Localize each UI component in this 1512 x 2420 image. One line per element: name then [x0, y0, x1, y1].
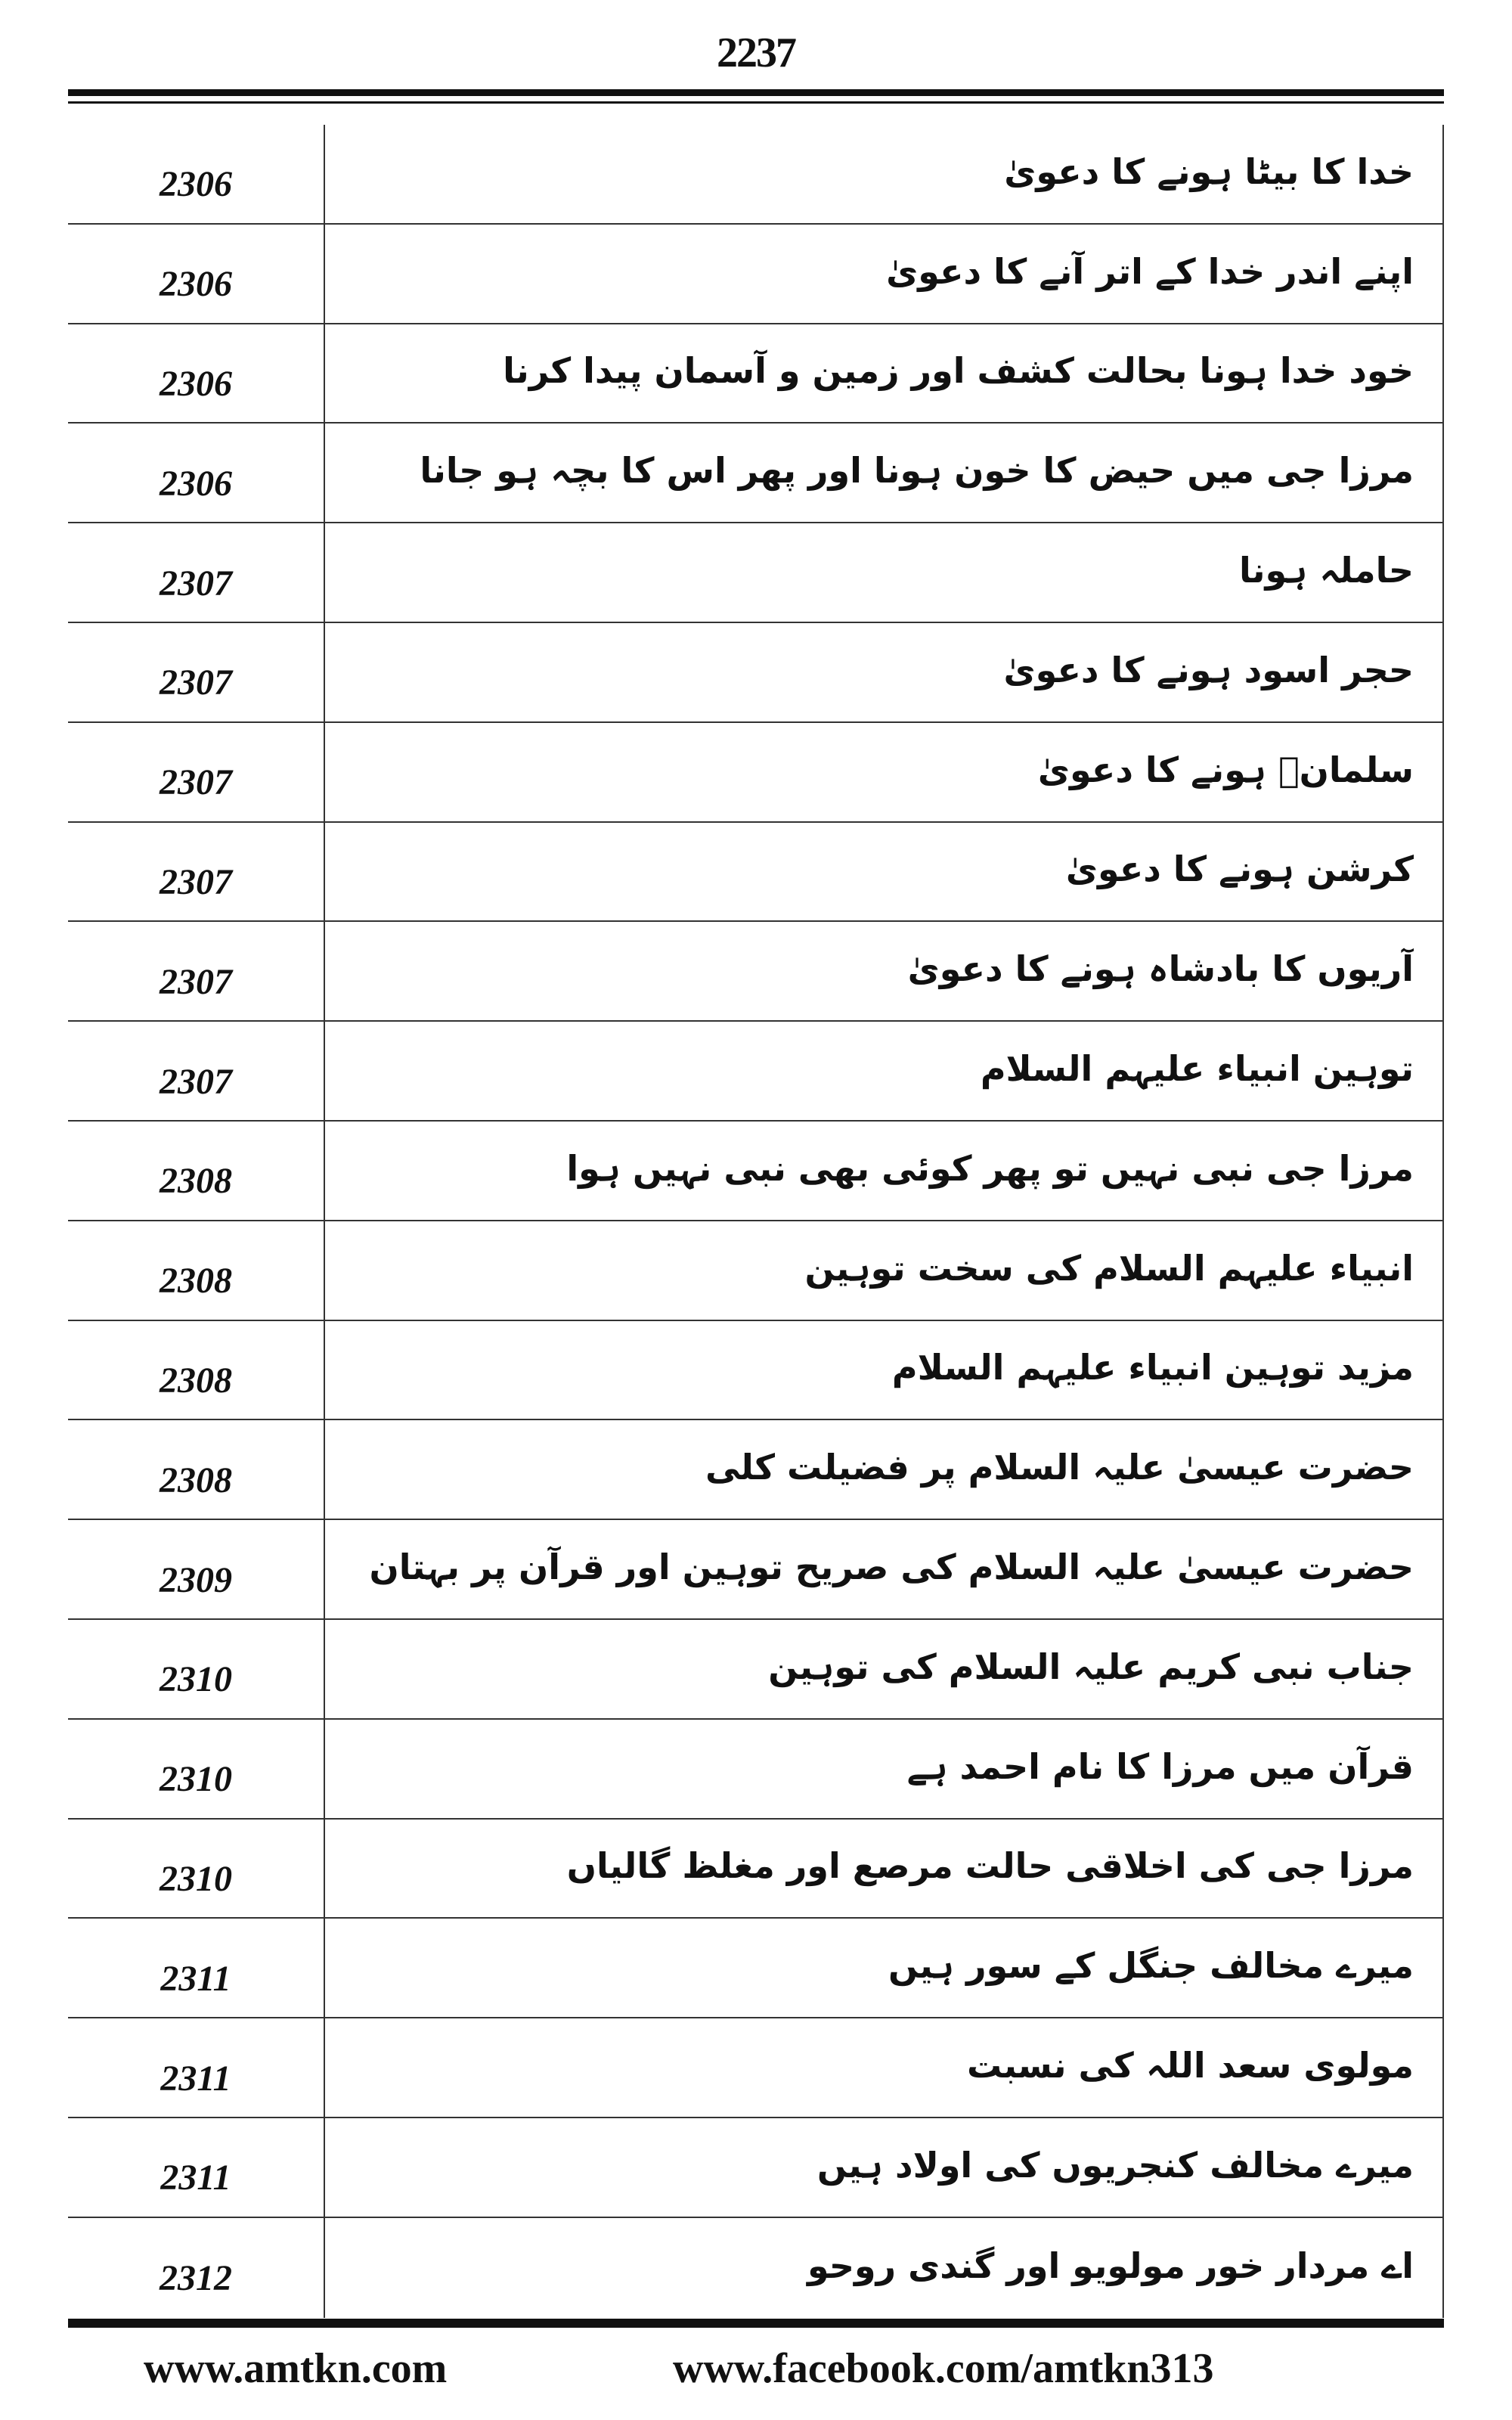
topic-title: مولوی سعد اللہ کی نسبت: [966, 2045, 1414, 2086]
page-reference: 2310: [160, 1858, 232, 1899]
topic-title: مزید توہین انبیاء علیہم السلام: [891, 1347, 1414, 1388]
topic-title: آریوں کا بادشاہ ہونے کا دعویٰ: [907, 948, 1414, 990]
page-reference: 2307: [160, 762, 232, 803]
table-row: [68, 1022, 1444, 1122]
page-reference: 2311: [160, 2058, 231, 2099]
table-row: [68, 1122, 1444, 1221]
table-row: [68, 1820, 1444, 1919]
table-row: [68, 324, 1444, 424]
topic-title: جناب نبی کریم علیہ السلام کی توہین: [768, 1646, 1414, 1687]
topic-title: انبیاء علیہم السلام کی سخت توہین: [804, 1247, 1414, 1289]
topic-title: قرآن میں مرزا کا نام احمد ہے: [906, 1745, 1414, 1787]
page-reference: 2306: [160, 264, 232, 305]
footer: [68, 2344, 1444, 2397]
table-row: [68, 1420, 1444, 1520]
page-reference: 2308: [160, 1460, 232, 1500]
page-reference: 2307: [160, 1061, 232, 1102]
topic-title: توہین انبیاء علیہم السلام: [980, 1048, 1414, 1090]
topic-title: مرزا جی میں حیض کا خون ہونا اور پھر اس کا بچہ ہو جانا: [420, 450, 1414, 492]
topic-title: اپنے اندر خدا کے اتر آنے کا دعویٰ: [886, 250, 1414, 292]
table-row: [68, 922, 1444, 1022]
page-reference: 2307: [160, 961, 232, 1002]
topic-title: سلمانؓ ہونے کا دعویٰ: [1037, 749, 1414, 790]
table-row: [68, 723, 1444, 823]
page-reference: 2310: [160, 1759, 232, 1800]
topic-title: مرزا جی نبی نہیں تو پھر کوئی بھی نبی نہیں ہوا: [566, 1147, 1414, 1189]
topic-title: حضرت عیسیٰ علیہ السلام کی صریح توہین اور قرآن پر بہتان: [369, 1547, 1414, 1588]
page-reference: 2306: [160, 463, 232, 504]
page-number: 2237: [717, 29, 795, 76]
page-reference: 2306: [160, 164, 232, 205]
topic-title: خدا کا بیٹا ہونے کا دعویٰ: [1004, 150, 1414, 192]
page-reference: 2306: [160, 363, 232, 404]
table-row: [68, 424, 1444, 523]
topic-title: اے مردار خور مولویو اور گندی روحو: [807, 2245, 1414, 2286]
topic-title: حاملہ ہونا: [1239, 550, 1414, 591]
header-rule-thick: [68, 89, 1444, 96]
table-row: [68, 1221, 1444, 1321]
table-row: [68, 2018, 1444, 2118]
page-reference: 2310: [160, 1659, 232, 1700]
table-row: [68, 225, 1444, 324]
table-row: [68, 1321, 1444, 1421]
page-reference: 2311: [160, 1958, 231, 1999]
website-link[interactable]: www.amtkn.com: [144, 2345, 448, 2392]
table-row: [68, 125, 1444, 225]
topic-title: میرے مخالف کنجریوں کی اولاد ہیں: [816, 2144, 1414, 2186]
page-reference: 2307: [160, 861, 232, 902]
table-row: [68, 2118, 1444, 2218]
page-reference: 2307: [160, 563, 232, 603]
index-table: [68, 125, 1444, 2318]
page-reference: 2309: [160, 1559, 232, 1600]
table-row: [68, 523, 1444, 623]
topic-title: کرشن ہونے کا دعویٰ: [1065, 849, 1414, 890]
facebook-link[interactable]: www.facebook.com/amtkn313: [673, 2345, 1214, 2392]
table-row: [68, 623, 1444, 723]
footer-rule-thick: [68, 2319, 1444, 2328]
page-reference: 2311: [160, 2158, 231, 2198]
table-row: [68, 1720, 1444, 1820]
page-reference: 2307: [160, 662, 232, 703]
page-reference: 2308: [160, 1161, 232, 1202]
topic-title: حضرت عیسیٰ علیہ السلام پر فضیلت کلی: [705, 1447, 1414, 1488]
table-row: [68, 1919, 1444, 2018]
topic-title: حجر اسود ہونے کا دعویٰ: [1003, 649, 1414, 690]
page-reference: 2312: [160, 2258, 232, 2299]
topic-title: خود خدا ہونا بحالت کشف اور زمین و آسمان پیدا کرنا: [503, 350, 1414, 392]
topic-title: میرے مخالف جنگل کے سور ہیں: [888, 1945, 1414, 1987]
page-reference: 2308: [160, 1261, 232, 1302]
topic-title: مرزا جی کی اخلاقی حالت مرصع اور مغلظ گالیاں: [566, 1845, 1414, 1887]
table-row: [68, 1520, 1444, 1620]
table-row: [68, 823, 1444, 923]
table-row: [68, 2218, 1444, 2318]
table-row: [68, 1620, 1444, 1720]
page-reference: 2308: [160, 1360, 232, 1401]
header-rule-thin: [68, 101, 1444, 104]
